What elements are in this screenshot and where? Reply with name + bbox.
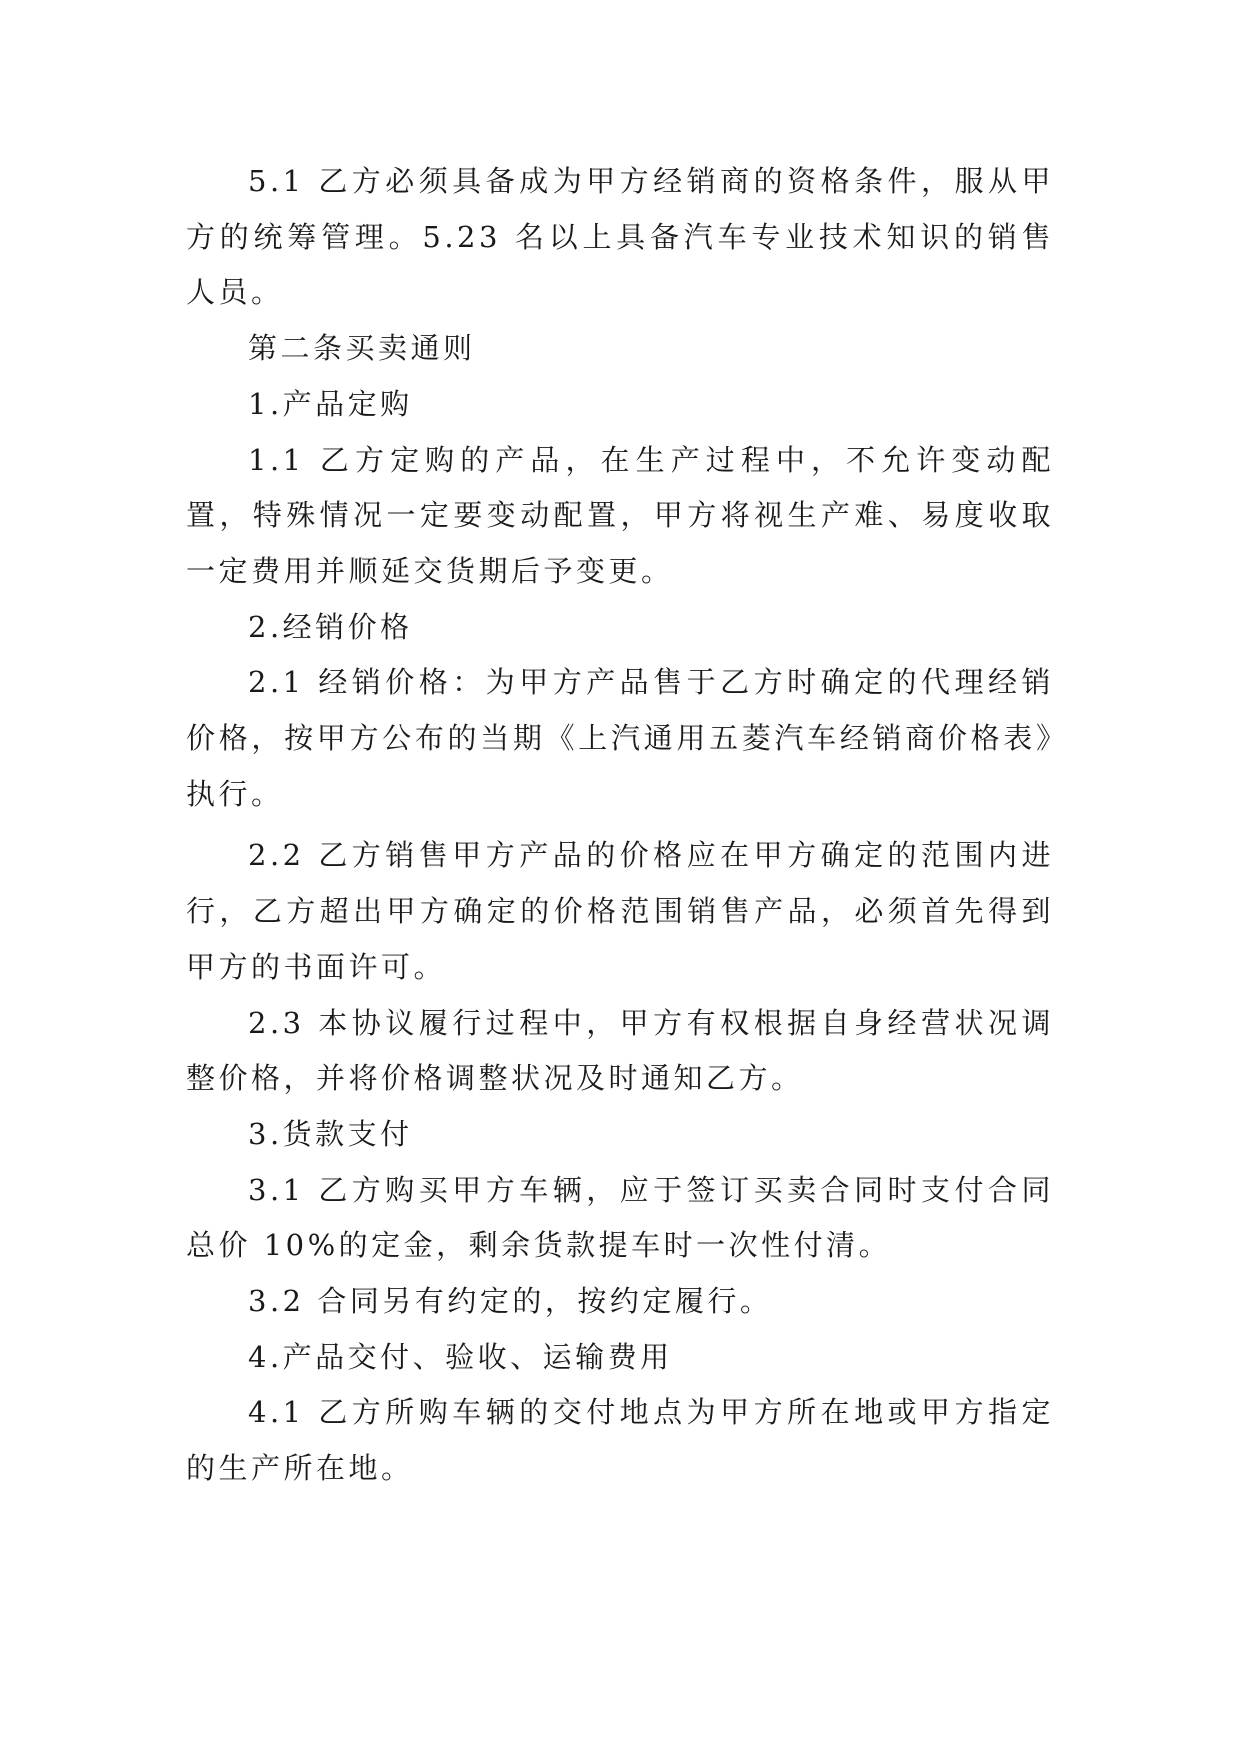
paragraph-2-2: 2.2 乙方销售甲方产品的价格应在甲方确定的范围内进行，乙方超出甲方确定的价格范围销售产品，必须首先得到甲方的书面许可。 bbox=[186, 838, 1054, 984]
heading-article-two: 第二条买卖通则 bbox=[248, 331, 476, 366]
document-body bbox=[186, 154, 1054, 1497]
paragraph-4-1: 4.1 乙方所购车辆的交付地点为甲方所在地或甲方指定的生产所在地。 bbox=[186, 1395, 1054, 1486]
paragraph-5-1: 5.1 乙方必须具备成为甲方经销商的资格条件，服从甲方的统筹管理。5.23 名以上具备汽车专业技术知识的销售人员。 bbox=[186, 164, 1054, 310]
heading-payment: 3.货款支付 bbox=[248, 1116, 413, 1151]
paragraph-2-3: 2.3 本协议履行过程中，甲方有权根据自身经营状况调整价格，并将价格调整状况及时通知乙方。 bbox=[186, 1005, 1054, 1096]
heading-dealer-price: 2.经销价格 bbox=[248, 609, 413, 644]
heading-delivery: 4.产品交付、验收、运输费用 bbox=[248, 1339, 673, 1374]
paragraph-3-2: 3.2 合同另有约定的，按约定履行。 bbox=[248, 1284, 773, 1319]
paragraph-3-1: 3.1 乙方购买甲方车辆，应于签订买卖合同时支付合同总价 10%的定金，剩余货款提车时一次性付清。 bbox=[186, 1172, 1054, 1263]
paragraph-1-1: 1.1 乙方定购的产品，在生产过程中，不允许变动配置，特殊情况一定要变动配置，甲方将视生产难、易度收取一定费用并顺延交货期后予变更。 bbox=[186, 442, 1054, 588]
heading-product-order: 1.产品定购 bbox=[248, 386, 413, 421]
paragraph-2-1: 2.1 经销价格：为甲方产品售于乙方时确定的代理经销价格，按甲方公布的当期《上汽通用五菱汽车经销商价格表》执行。 bbox=[186, 665, 1054, 811]
